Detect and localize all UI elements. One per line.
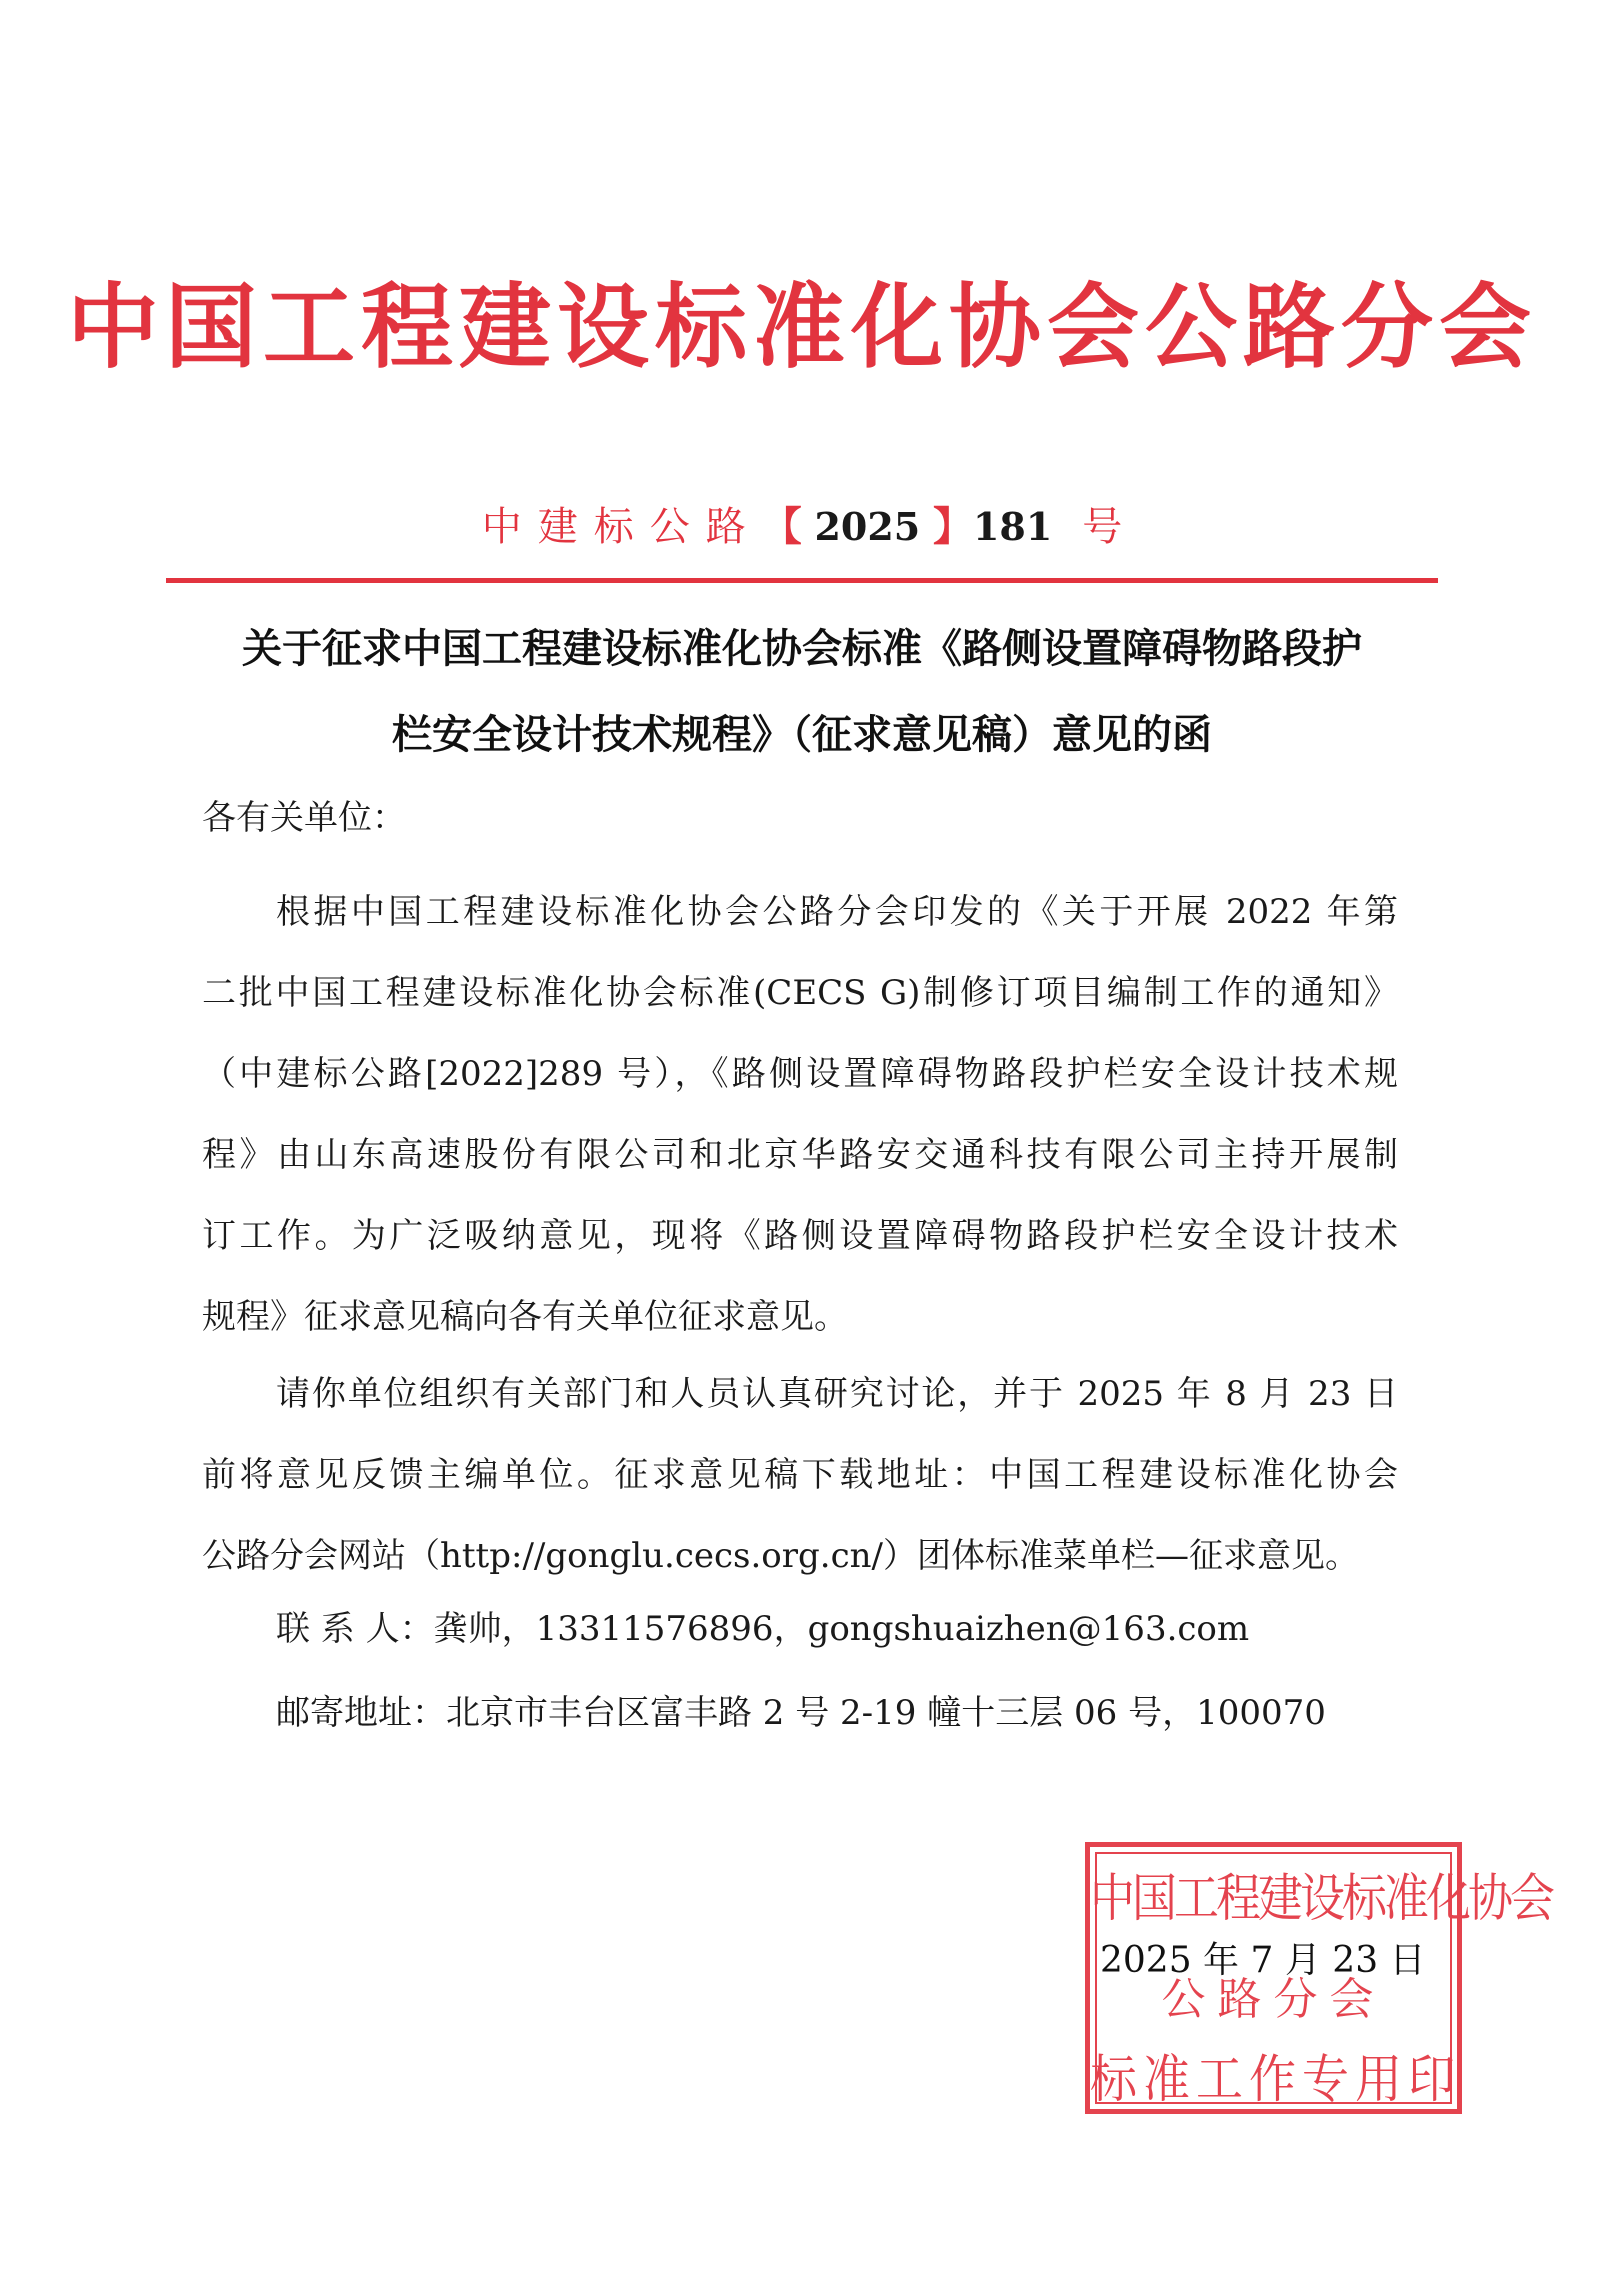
doc-number-value: 181 [972, 504, 1053, 549]
seal-text-line-1: 中国工程建设标准化协会 [1090, 1867, 1553, 1929]
paragraph-line: 规程》征求意见稿向各有关单位征求意见。 [202, 1297, 848, 1337]
doc-number-year: 2025 [814, 504, 921, 549]
doc-number-bracket-open: 【 [761, 503, 802, 550]
paragraph-line: 根据中国工程建设标准化协会公路分会印发的《关于开展 2022 年第 [276, 892, 1398, 932]
document-number [0, 495, 1604, 559]
paragraph-line: 程》由山东高速股份有限公司和北京华路安交通科技有限公司主持开展制 [202, 1135, 1398, 1175]
seal-text-line-2: 公路分会 [1161, 1974, 1386, 2025]
red-divider [166, 578, 1438, 583]
paragraph-line: 公路分会网站（http://gonglu.cecs.org.cn/）团体标准菜单栏—征求意见。 [202, 1536, 1359, 1576]
letter-title-line-2: 栏安全设计技术规程》（征求意见稿）意见的函 [392, 712, 1212, 758]
paragraph-line: 请你单位组织有关部门和人员认真研究讨论，并于 2025 年 8 月 23 日 [276, 1374, 1398, 1414]
official-seal [1085, 1842, 1553, 2114]
salutation: 各有关单位： [202, 798, 406, 838]
paragraph-line: 二批中国工程建设标准化协会标准(CECS G)制修订项目编制工作的通知》 [202, 973, 1398, 1013]
body-paragraph-2 [202, 1354, 1398, 1597]
masthead-title: 中国工程建设标准化协会公路分会 [66, 274, 1537, 381]
paragraph-line: 前将意见反馈主编单位。征求意见稿下载地址：中国工程建设标准化协会 [202, 1455, 1398, 1495]
doc-number-suffix: 号 [1082, 504, 1123, 550]
mailing-address-line: 邮寄地址：北京市丰台区富丰路 2 号 2-19 幢十三层 06 号，100070 [276, 1693, 1326, 1733]
doc-number-prefix: 中建标公路 [481, 504, 762, 550]
letter-date: 2025 年 7 月 23 日 [1100, 1940, 1426, 1981]
letter-title-line-1: 关于征求中国工程建设标准化协会标准《路侧设置障碍物路段护 [242, 626, 1362, 672]
paragraph-line: 订工作。为广泛吸纳意见，现将《路侧设置障碍物路段护栏安全设计技术 [202, 1216, 1398, 1256]
paragraph-line: （中建标公路[2022]289 号），《路侧设置障碍物路段护栏安全设计技术规 [202, 1054, 1398, 1094]
seal-text-line-3: 标准工作专用印 [1090, 2049, 1461, 2111]
doc-number-bracket-close: 】 [932, 503, 973, 550]
body-paragraph-1 [202, 872, 1398, 1358]
contact-line: 联 系 人：龚帅，13311576896，gongshuaizhen@163.com [276, 1609, 1250, 1649]
